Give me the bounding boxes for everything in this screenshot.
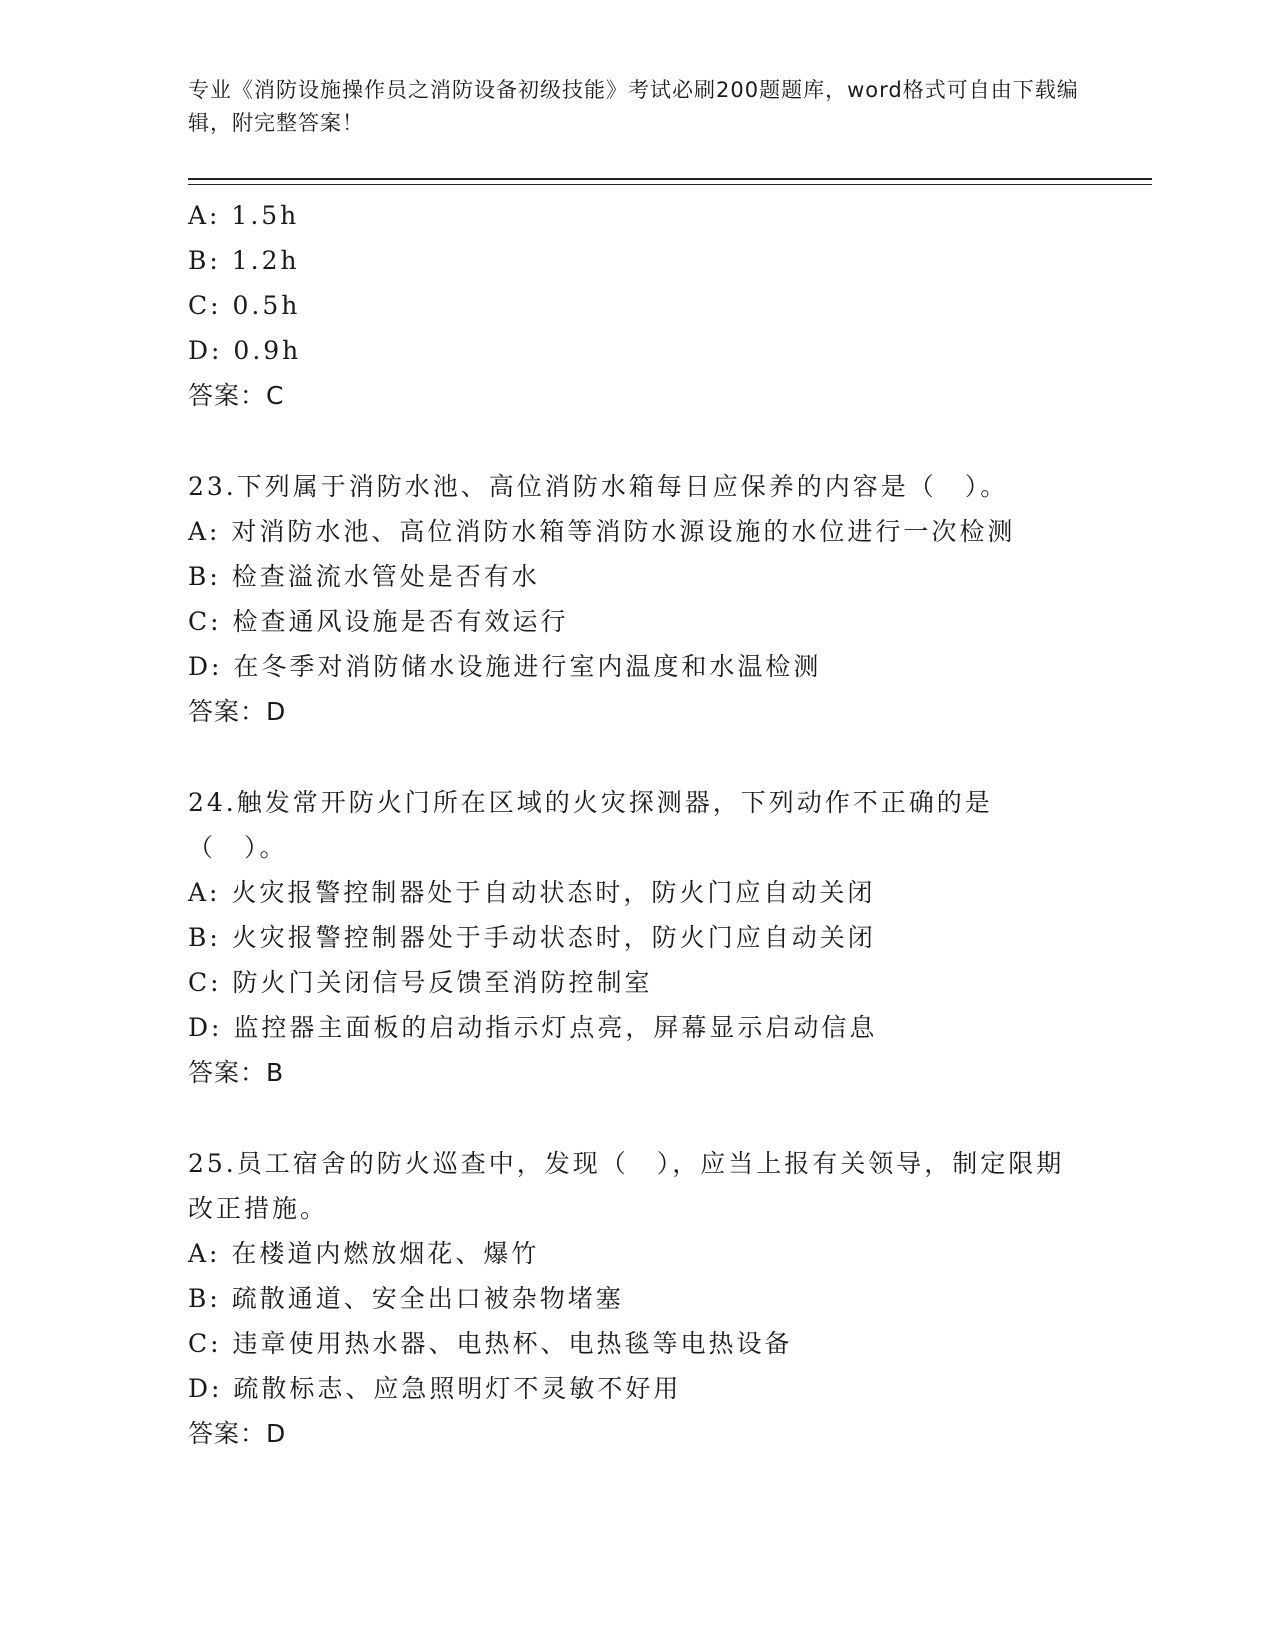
- question-stem: 24.触发常开防火门所在区域的火灾探测器，下列动作不正确的是（ ）。: [188, 788, 993, 862]
- answer-line: 答案：C: [188, 381, 285, 410]
- answer-line: 答案：D: [188, 1419, 287, 1448]
- option-a: A: 在楼道内燃放烟花、爆竹: [188, 1239, 540, 1268]
- option-c: C: 检查通风设施是否有效运行: [188, 607, 569, 636]
- question-block-25: [188, 1141, 1088, 1456]
- question-list: [188, 193, 1088, 1456]
- option-d: D: 在冬季对消防储水设施进行室内温度和水温检测: [188, 652, 822, 681]
- option-b: B: 疏散通道、安全出口被杂物堵塞: [188, 1284, 624, 1313]
- option-d: D: 监控器主面板的启动指示灯点亮，屏幕显示启动信息: [188, 1013, 878, 1042]
- option-d: D: 疏散标志、应急照明灯不灵敏不好用: [188, 1374, 682, 1403]
- option-d: D: 0.9h: [188, 336, 302, 365]
- header-divider-thin: [188, 184, 1152, 185]
- option-a: A: 火灾报警控制器处于自动状态时，防火门应自动关闭: [188, 878, 876, 907]
- question-stem: 23.下列属于消防水池、高位消防水箱每日应保养的内容是（ ）。: [188, 472, 1009, 501]
- option-a: A: 对消防水池、高位消防水箱等消防水源设施的水位进行一次检测: [188, 517, 1016, 546]
- option-c: C: 防火门关闭信号反馈至消防控制室: [188, 968, 653, 997]
- answer-line: 答案：D: [188, 697, 287, 726]
- header-divider-thick: [188, 178, 1152, 180]
- option-b: B: 火灾报警控制器处于手动状态时，防火门应自动关闭: [188, 923, 876, 952]
- option-b: B: 1.2h: [188, 246, 300, 275]
- option-c: C: 0.5h: [188, 291, 301, 320]
- option-c: C: 违章使用热水器、电热杯、电热毯等电热设备: [188, 1329, 793, 1358]
- option-b: B: 检查溢流水管处是否有水: [188, 562, 540, 591]
- question-stem: 25.员工宿舍的防火巡查中，发现（ ），应当上报有关领导，制定限期改正措施。: [188, 1149, 1065, 1223]
- answer-line: 答案：B: [188, 1058, 285, 1087]
- question-block-prev: [188, 193, 1088, 418]
- question-block-23: [188, 464, 1088, 734]
- question-block-24: [188, 780, 1088, 1095]
- option-a: A: 1.5h: [188, 201, 300, 230]
- document-header: 专业《消防设施操作员之消防设备初级技能》考试必刷200题题库，word格式可自由下载编辑，附完整答案！: [188, 78, 1079, 135]
